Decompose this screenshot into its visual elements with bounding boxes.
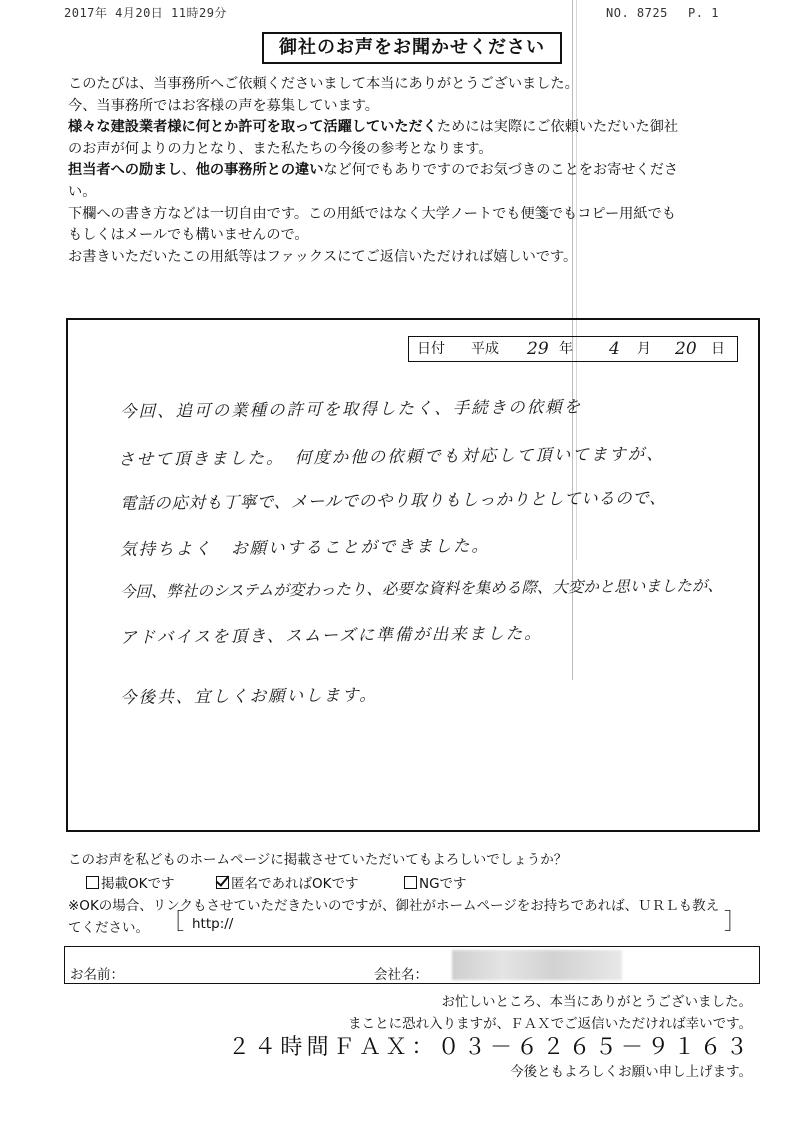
intro-line: このたびは、当事務所へご依頼くださいまして本当にありがとうございました。 — [68, 76, 579, 92]
closing-line: 今後ともよろしくお願い申し上げます。 — [510, 1064, 752, 1080]
intro-line: もしくはメールでも構いませんので。 — [68, 227, 309, 244]
comment-line: 今回、弊社のシステムが変わったり、必要な資料を集める際、大変かと思いましたが、 — [119, 576, 723, 601]
fax-number: ２４時間ＦＡＸ：０３－６２６５－９１６３ — [227, 1035, 752, 1060]
comment-line: 今回、追可の業種の許可を取得したく、手続きの依頼を — [119, 397, 583, 421]
url-bracket-close: ］ — [724, 910, 747, 935]
comment-line: させて頂きました。 何度か他の依頼でも対応して頂いてますが、 — [117, 444, 665, 469]
date-month-value: 4 — [609, 339, 620, 359]
fax-timestamp: 2017年 4月20日 11時29分 — [64, 6, 227, 20]
page-title: 御社のお声をお聞かせください — [262, 32, 562, 64]
url-note-continued: てください。 — [68, 920, 149, 936]
checkbox-icon[interactable] — [404, 876, 417, 889]
intro-text — [68, 74, 768, 268]
intro-line: 下欄への書き方などは一切自由です。この用紙ではなく大学ノートでも便箋でもコピー用紙でも — [68, 205, 676, 222]
intro-line: い。 — [68, 183, 97, 200]
url-bracket-open: ［ — [162, 910, 185, 935]
comment-line: 気持ちよく お願いすることができました。 — [119, 536, 491, 559]
fax-page-number: NO. 8725 P. 1 — [606, 6, 719, 20]
checkbox-icon[interactable] — [86, 876, 99, 889]
date-era: 平成 — [471, 341, 499, 357]
redacted-company-name — [452, 950, 622, 980]
url-field[interactable]: http:// — [192, 916, 234, 932]
intro-line: のお声が何よりの力となり、また私たちの今後の参考となります。 — [68, 140, 493, 157]
intro-line: 今、当事務所ではお客様の声を募集しています。 — [68, 97, 379, 114]
intro-line: お書きいただいたこの用紙等はファックスにてご返信いただければ嬉しいです。 — [68, 248, 578, 265]
publish-question: このお声を私どものホームページに掲載させていただいてもよろしいでしょうか？ — [68, 852, 568, 868]
date-field[interactable] — [408, 336, 738, 362]
comment-line: アドバイスを頂き、スムーズに準備が出来ました。 — [119, 623, 543, 647]
intro-bold-text: 様々な建設業者様に何とか許可を取って活躍していただく — [68, 119, 437, 136]
date-day-value: 20 — [675, 339, 697, 359]
comment-line: 今後共、宜しくお願いします。 — [119, 685, 378, 707]
date-year-value: 29 — [527, 339, 549, 359]
fax-request-line: まことに恐れ入りますが、ＦＡＸでご返信いただければ幸いです。 — [348, 1016, 752, 1032]
option-ng[interactable]: NGです — [404, 872, 467, 892]
checked-checkbox-icon[interactable] — [216, 876, 229, 889]
intro-line: 様々な建設業者様に何とか許可を取って活躍していただくためには実際にご依頼いただいた御社 — [68, 119, 679, 136]
date-month-unit: 月 — [637, 341, 651, 357]
intro-bold-text: 担当者への励まし — [68, 162, 182, 179]
option-publish-ok[interactable]: 掲載OKです — [86, 872, 174, 892]
intro-bold-text: 他の事務所との違い — [195, 162, 324, 179]
date-year-unit: 年 — [559, 341, 573, 357]
name-label: お名前： — [70, 967, 124, 983]
intro-line: 担当者への励まし、他の事務所との違いなど何でもありですのでお気づきのことをお寄せくださ — [68, 162, 679, 179]
company-label: 会社名： — [374, 967, 428, 983]
option-anonymous-ok[interactable]: 匿名であればOKです — [216, 872, 358, 892]
url-note: ※OKの場合、リンクもさせていただきたいのですが、御社がホームページをお持ちであれば、ＵＲＬも教え — [68, 898, 720, 914]
thanks-line: お忙しいところ、本当にありがとうございました。 — [441, 994, 752, 1010]
comment-line: 電話の応対も丁寧で、メールでのやり取りもしっかりとしているので、 — [119, 488, 667, 513]
date-day-unit: 日 — [711, 341, 725, 357]
date-label: 日付 — [417, 341, 445, 357]
